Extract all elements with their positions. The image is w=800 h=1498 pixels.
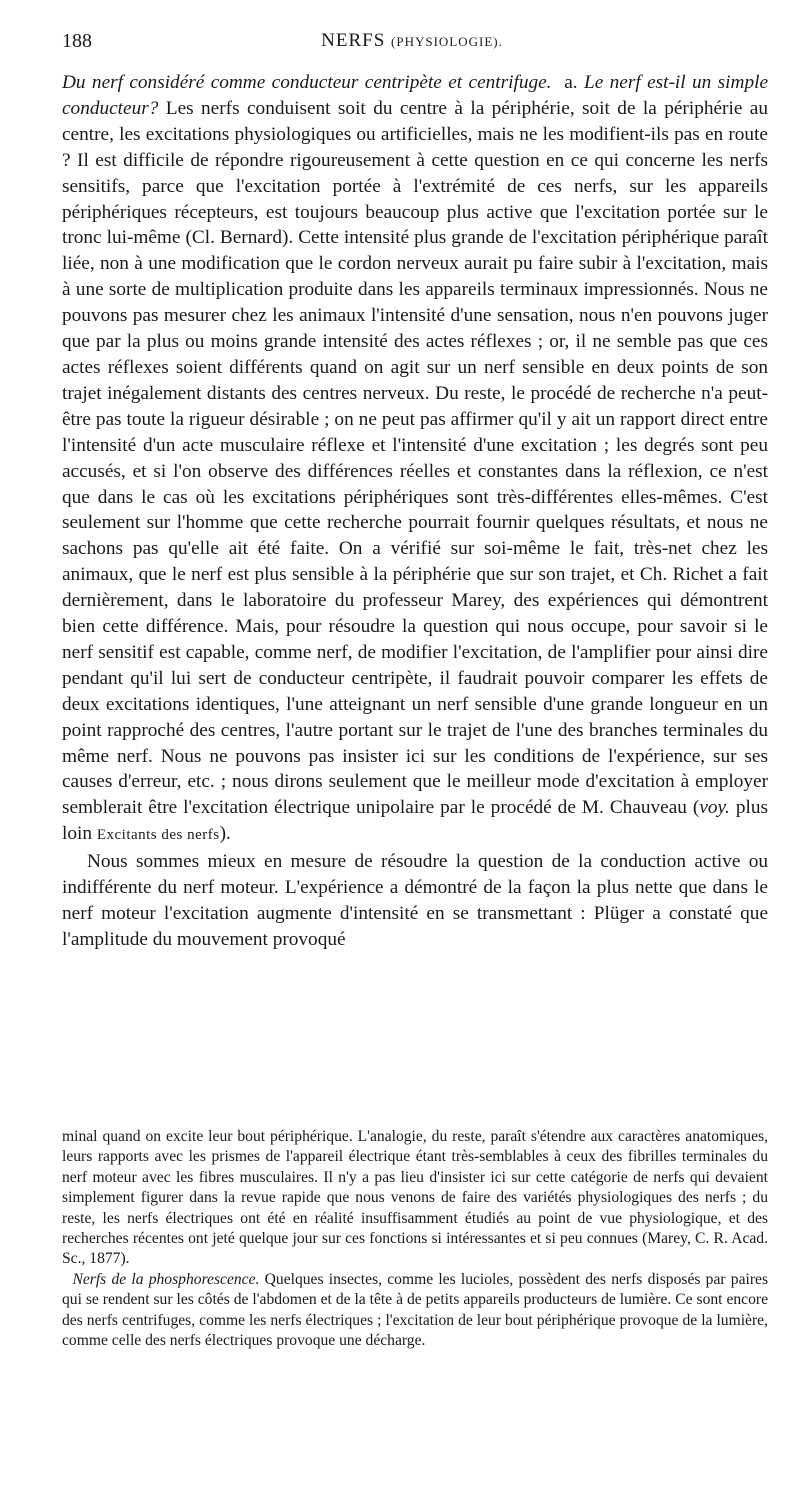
footnote-continuation: minal quand on excite leur bout périphérique. L'analogie, du reste, paraît s'étendre aux caractères anatomiques, leurs rapports avec les prismes de l'appareil électrique étant très-semblables à ceux des fibrilles terminales du nerf moteur avec les fibres musculaires. Il n'y a pas lieu d'insister ici sur cette catégorie de nerfs qui devaient simplement figurer dans la revue rapide que nous venons de faire des variétés physiologiques des nerfs ; du reste, les nerfs électriques ont été en réalité insuffisamment étudiés au point de vue physiologique, et des recherches récentes ont jeté quelque jour sur ces fonctions si intéressantes et si peu connues (Marey, C. R. Acad. Sc., 1877). [62,1128,768,1268]
paragraph-2 [62,849,768,953]
subsection-label: a. [564,72,578,93]
footnotes [62,1127,768,1351]
paragraph-1 [62,70,768,849]
main-text [62,70,768,953]
footnote-heading: Nerfs de la phosphorescence. [72,1270,260,1288]
paragraph-1-text-3: ). [219,823,231,845]
voy-abbrev: voy. [699,797,730,819]
footnote-text: Quelques insectes, comme les lucioles, possèdent des nerfs disposés par paires qui se rendent sur les côtés de l'abdomen et de la tête à de petits appareils producteurs de lumière. Ce sont encore des nerfs centrifuges, comme les nerfs électriques ; l'excitation de leur bout périphérique provoque de la lumière, comme celle des nerfs électriques provoque une décharge. [62,1270,769,1350]
running-title-main: NERFS [321,30,386,51]
paragraph-2-text: Nous sommes mieux en mesure de résoudre la question de la conduction active ou indifférente du nerf moteur. L'expérience a démontré de la façon la plus nette que dans le nerf moteur l'excitation augmente d'intensité en se transmettant : Plüger a constaté que l'amplitude du mouvement provoqué [62,851,768,950]
running-header [62,30,762,60]
page-number: 188 [62,30,92,52]
cross-reference: Excitants des nerfs [96,827,220,844]
subsection-heading: Le nerf est-il un simple conducteur? [62,72,769,119]
paragraph-1-text-1: Les nerfs conduisent soit du centre à la périphérie, soit de la périphérie au centre, les excitations physiologiques ou artificielles, mais ne les modifient-ils pas en route ? Il est difficile de répondre rigoureusement à cette question en ce qui concerne les nerfs sensitifs, parce que l'excitation portée à l'extrémité de ces nerfs, sur les appareils périphériques récepteurs, est toujours beaucoup plus active que l'excitation portée sur le tronc lui-même (Cl. Bernard). Cette intensité plus grande de l'excitation périphérique paraît liée, non à une modification que le cordon nerveux aurait pu faire subir à l'excitation, mais à une sorte de multiplication produite dans les appareils terminaux impressionnés. Nous ne pouvons pas mesurer chez les animaux l'intensité d'une sensation, nous n'en pouvons juger que par la plus ou moins grande intensité des actes réflexes ; or, il ne semble pas que ces actes réflexes soient différents quand on agit sur un nerf sensible en deux points de son trajet inégalement distants des centres nerveux. Du reste, le procédé de recherche n'a peut-être pas toute la rigueur désirable ; on ne peut pas affirmer qu'il y ait un rapport direct entre l'intensité d'un acte musculaire réflexe et l'intensité d'une excitation ; les degrés sont peu accusés, et si l'on observe des différences réelles et constantes dans la réflexion, ce n'est que dans le cas où les excitations périphériques sont très-différentes elles-mêmes. C'est seulement sur l'homme que cette recherche pourrait fournir quelques résultats, et nous ne sachons pas qu'elle ait été faite. On a vérifié sur soi-même le fait, très-net chez les animaux, que le nerf est plus sensible à la périphérie que sur son trajet, et Ch. Richet a fait dernièrement, dans le laboratoire du professeur Marey, des expériences qui démontrent bien cette différence. Mais, pour résoudre la question qui nous occupe, pour savoir si le nerf sensitif est capable, comme nerf, de modifier l'excitation, de l'amplifier pour ainsi dire pendant qu'il lui sert de conducteur centripète, il faudrait pouvoir comparer les effets de deux excitations identiques, l'une atteignant un nerf sensible d'une grande longueur en un point rapproché des centres, l'autre portant sur le trajet de l'une des branches terminales du même nerf. Nous ne pouvons pas insister ici sur les conditions de l'expérience, sur ses causes d'erreur, etc. ; nous dirons seulement que le meilleur mode d'excitation à employer semblerait être l'excitation électrique unipolaire par le procédé de M. Chauveau ( [62,97,768,819]
section-heading: Du nerf considéré comme conducteur centripète et centrifuge. [62,72,552,93]
running-title-section: (PHYSIOLOGIE). [391,34,503,49]
running-title [62,30,762,52]
paragraph-1-text-2: plus loin [62,797,768,845]
footnote-phosphorescence [62,1270,768,1352]
